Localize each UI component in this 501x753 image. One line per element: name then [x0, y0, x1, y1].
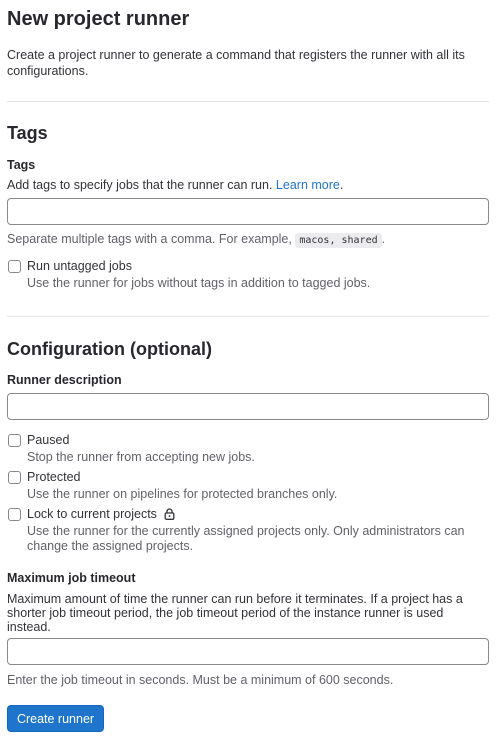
run-untagged-description: Use the runner for jobs without tags in addition to tagged jobs. [27, 276, 371, 290]
run-untagged-label[interactable]: Run untagged jobs [27, 259, 132, 273]
tags-field-label: Tags [7, 158, 36, 172]
protected-description: Use the runner on pipelines for protected branches only. [27, 487, 338, 501]
timeout-input[interactable] [7, 638, 489, 665]
lock-label-row[interactable] [27, 506, 175, 524]
divider [7, 316, 489, 317]
lock-icon [164, 508, 175, 524]
learn-more-link[interactable]: Learn more [275, 178, 340, 192]
lock-to-current-projects-checkbox[interactable] [8, 508, 21, 521]
tags-help-period: . [339, 178, 344, 192]
page-intro: Create a project runner to generate a command that registers the runner with all its configurations. [7, 48, 465, 78]
paused-description: Stop the runner from accepting new jobs. [27, 450, 255, 464]
tags-help-message: Add tags to specify jobs that the runner can run. [7, 178, 273, 192]
lock-description-line-2: change the assigned projects. [27, 539, 194, 553]
protected-checkbox[interactable] [8, 471, 21, 484]
runner-description-label: Runner description [7, 373, 122, 387]
tags-example-code: macos, shared [295, 233, 381, 248]
paused-label[interactable]: Paused [27, 433, 70, 447]
timeout-help-line-1: Maximum amount of time the runner can run before it terminates. If a project has a [7, 592, 463, 606]
configuration-section-heading: Configuration (optional) [7, 339, 212, 359]
tags-input[interactable] [7, 198, 489, 225]
timeout-help-line-2: shorter job timeout period, the job timeout period of the instance runner is used [7, 606, 444, 620]
tags-separator-hint-text: Separate multiple tags with a comma. For example, [7, 232, 292, 246]
runner-description-input[interactable] [7, 393, 489, 420]
create-runner-button[interactable] [7, 705, 104, 732]
tags-separator-hint [7, 231, 385, 249]
paused-checkbox[interactable] [8, 434, 21, 447]
tags-help-text [7, 177, 343, 193]
timeout-label: Maximum job timeout [7, 571, 136, 585]
page-title: New project runner [7, 8, 190, 30]
divider [7, 101, 489, 102]
timeout-hint: Enter the job timeout in seconds. Must be a minimum of 600 seconds. [7, 673, 394, 687]
lock-label[interactable]: Lock to current projects [27, 507, 157, 521]
run-untagged-checkbox[interactable] [8, 260, 21, 273]
timeout-help-line-3: instead. [7, 620, 51, 634]
protected-label[interactable]: Protected [27, 470, 81, 484]
create-runner-button-label: Create runner [16, 711, 95, 726]
lock-description-line-1: Use the runner for the currently assigned projects only. Only administrators can [27, 524, 465, 538]
tags-section-heading: Tags [7, 123, 48, 143]
tags-hint-suffix: . [381, 232, 386, 246]
